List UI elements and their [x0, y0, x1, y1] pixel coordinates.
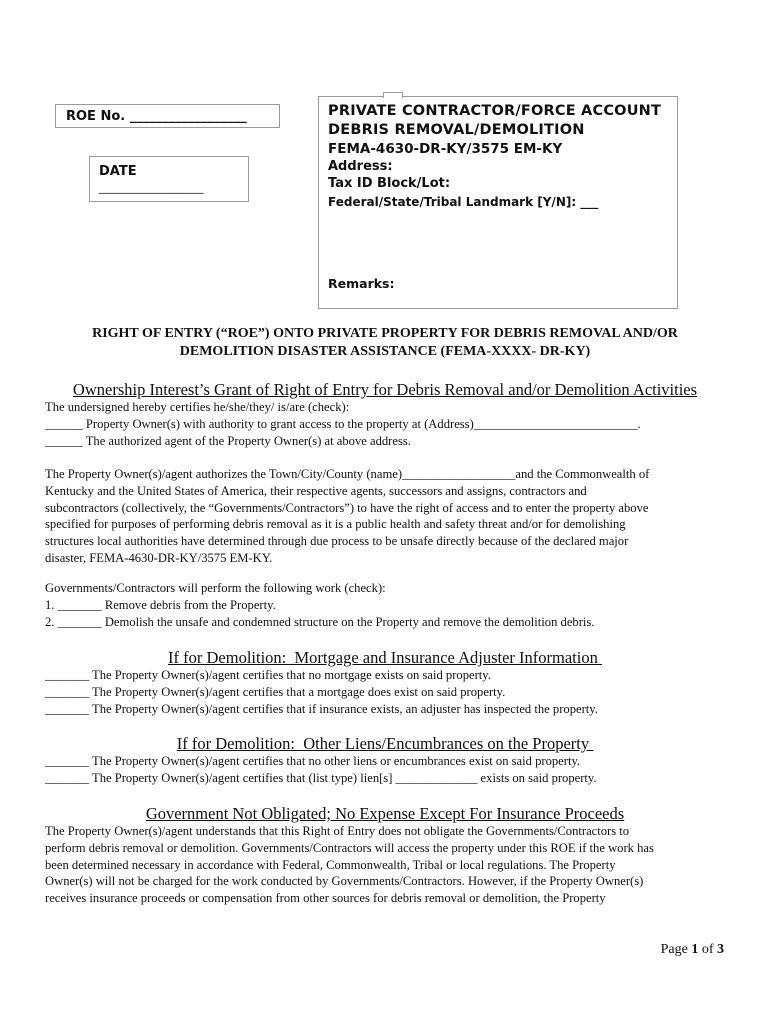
text-line: receives insurance proceeds or compensation from other sources for debris removal or demolition, the Property [45, 891, 606, 906]
text-line: perform debris removal or demolition. Governments/Contractors will access the property under this ROE if the work has [45, 840, 654, 855]
address-label: Address: [328, 159, 393, 174]
remove-debris-check-line[interactable]: 1. _______ Remove debris from the Property. [45, 597, 276, 612]
no-liens-check-line[interactable]: _______ The Property Owner(s)/agent certifies that no other liens or encumbrances exist on said property. [45, 754, 581, 768]
mortgage-section [45, 667, 735, 717]
work-section [45, 580, 735, 630]
roe-number-label: ROE No. __________________ [66, 109, 247, 124]
text-line: Governments/Contractors will perform the following work (check): [45, 581, 386, 595]
date-field[interactable] [89, 156, 249, 202]
authorization-paragraph [45, 466, 735, 567]
mortgage-exists-check-line[interactable]: _______ The Property Owner(s)/agent certifies that a mortgage does exist on said property. [45, 684, 506, 699]
adjuster-inspected-check-line[interactable]: _______ The Property Owner(s)/agent certifies that if insurance exists, an adjuster has inspected the property. [45, 701, 598, 716]
demolish-structure-check-line[interactable]: 2. _______ Demolish the unsafe and condemned structure on the Property and remove the demolition debris. [45, 614, 595, 629]
text-line: The Property Owner(s)/agent understands that this Right of Entry does not obligate the Governments/Contractors to [45, 824, 630, 838]
section-heading-ownership: Ownership Interest’s Grant of Right of Entry for Debris Removal and/or Demolition Activities [72, 380, 698, 399]
text-line: specified for purposes of performing debris removal as it is a public health and safety threat and/or for demolishing [45, 517, 626, 532]
text-line: structures local authorities have determined through due process to be unsafe directly because of the declared major [45, 534, 629, 549]
authorized-agent-check-line[interactable]: ______ The authorized agent of the Property Owner(s) at above address. [45, 433, 411, 448]
ownership-section [45, 399, 735, 449]
document-title [30, 325, 740, 361]
obligation-section [45, 823, 735, 907]
liens-exist-check-line[interactable]: _______ The Property Owner(s)/agent certifies that (list type) lien[s] _____________ exists on said property. [45, 770, 597, 785]
text-line: The undersigned hereby certifies he/she/they/ is/are (check): [45, 400, 350, 414]
tax-id-label: Tax ID Block/Lot: [328, 176, 451, 191]
of-word: of [698, 942, 717, 957]
section-heading-obligation: Government Not Obligated; No Expense Except For Insurance Proceeds [145, 804, 625, 823]
property-owner-check-line[interactable]: ______ Property Owner(s) with authority to grant access to the property at (Address)__________________________. [45, 416, 641, 431]
box-title-line1: PRIVATE CONTRACTOR/FORCE ACCOUNT [328, 103, 662, 119]
remarks-label: Remarks: [328, 276, 395, 291]
section-heading-mortgage: If for Demolition: Mortgage and Insurance Adjuster Information [168, 648, 602, 667]
no-mortgage-check-line[interactable]: _______ The Property Owner(s)/agent certifies that no mortgage exists on said property. [45, 668, 491, 682]
section-heading-liens: If for Demolition: Other Liens/Encumbrances on the Property [176, 734, 594, 753]
date-label: DATE [99, 164, 137, 179]
text-line: The Property Owner(s)/agent authorizes the Town/City/County (name)__________________and the Commonwealth of [45, 467, 650, 481]
text-line: disaster, FEMA-4630-DR-KY/3575 EM-KY. [45, 550, 273, 565]
text-line: Kentucky and the United States of America, their respective agents, successors and assigns, contractors and [45, 483, 587, 498]
page-current: 1 [691, 942, 699, 957]
text-line: subcontractors (collectively, the “Governments/Contractors”) to have the right of access and to enter the property above [45, 500, 649, 515]
text-line: Owner(s) will not be charged for the work conducted by Governments/Contractors. However, if the Property Owner(s) [45, 874, 644, 889]
box-title-line2: DEBRIS REMOVAL/DEMOLITION [328, 122, 585, 138]
landmark-label: Federal/State/Tribal Landmark [Y/N]: ___ [328, 195, 599, 209]
disaster-number: FEMA-4630-DR-KY/3575 EM-KY [328, 141, 563, 157]
date-blank: ___________________ [99, 181, 204, 194]
page-total: 3 [717, 942, 724, 957]
box-tab [383, 92, 403, 98]
liens-section [45, 753, 735, 787]
document-title-line1: RIGHT OF ENTRY (“ROE”) ONTO PRIVATE PROPERTY FOR DEBRIS REMOVAL AND/OR [92, 326, 678, 341]
roe-number-field[interactable] [55, 104, 280, 128]
page-number [661, 942, 724, 958]
text-line: been determined necessary in accordance with Federal, Commonwealth, Tribal or local regulations. The Property [45, 857, 616, 872]
property-info-box [318, 96, 678, 309]
document-title-line2: DEMOLITION DISASTER ASSISTANCE (FEMA-XXXX- DR-KY) [179, 344, 591, 359]
page-word: Page [660, 942, 692, 957]
